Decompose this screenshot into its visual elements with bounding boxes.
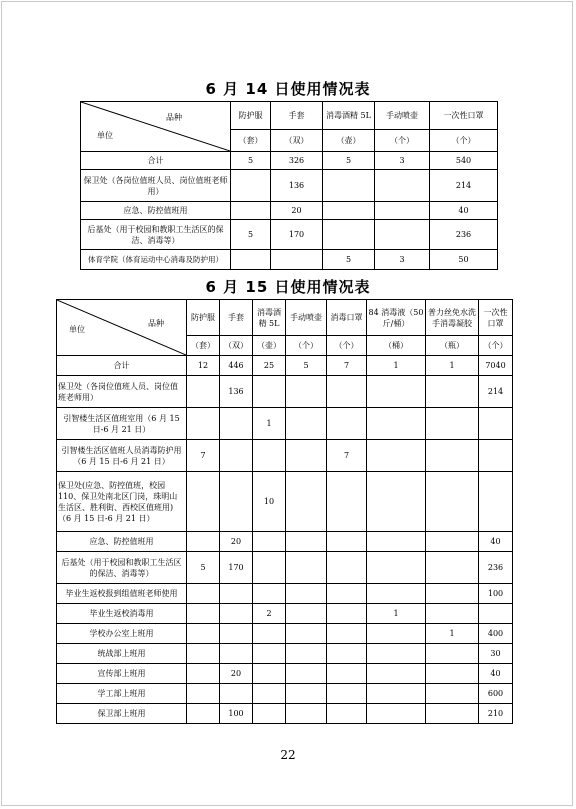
table2-cell: 400 <box>479 624 513 644</box>
table2-cell <box>327 704 367 724</box>
table2-unit: （个） <box>479 336 513 356</box>
table2-unit: （桶） <box>367 336 426 356</box>
table2-cell <box>253 584 286 604</box>
table2-cell <box>426 376 479 408</box>
table2-header: 手套 <box>220 300 253 336</box>
table2-header: 消毒酒精 5L <box>253 300 286 336</box>
table2-header: 84 消毒液（50 斤/桶） <box>367 300 426 336</box>
table2-cell <box>367 704 426 724</box>
table2-cell <box>426 664 479 684</box>
table2-cell <box>220 684 253 704</box>
table2-cell <box>367 684 426 704</box>
table2-cell <box>327 664 367 684</box>
table2-unit: （双） <box>220 336 253 356</box>
table-row <box>81 170 498 202</box>
table2-cell <box>286 440 327 472</box>
table2-cell <box>220 472 253 532</box>
table2-cell <box>327 552 367 584</box>
table2-cell <box>253 552 286 584</box>
table2-cell <box>187 644 220 664</box>
row-label: 保卫处（各岗位值班人员、岗位值班老师用） <box>81 170 231 202</box>
table1-cell: 236 <box>430 220 498 250</box>
table2-cell <box>479 440 513 472</box>
table2-cell: 100 <box>479 584 513 604</box>
row-label: 宣传部上班用 <box>57 664 187 684</box>
table2-cell <box>479 472 513 532</box>
table1-cell <box>231 202 271 220</box>
table-row <box>81 220 498 250</box>
table2-cell <box>253 664 286 684</box>
table2-cell <box>220 584 253 604</box>
table2-cell: 1 <box>426 356 479 376</box>
table1-cell <box>231 170 271 202</box>
row-label: 保卫处（各岗位值班人员、岗位值班老师用） <box>57 376 187 408</box>
table2-cell <box>426 644 479 664</box>
table1-cell: 5 <box>231 152 271 170</box>
row-label: 毕业生返校消毒用 <box>57 604 187 624</box>
table2-header: 防护服 <box>187 300 220 336</box>
row-label: 后基处（用于校园和教职工生活区的保洁、消毒等） <box>57 552 187 584</box>
table1-unit: （个） <box>430 130 498 152</box>
table2-unit: （壶） <box>253 336 286 356</box>
table2-cell <box>187 408 220 440</box>
table1 <box>80 101 498 270</box>
table2-cell <box>426 440 479 472</box>
table-row <box>57 408 513 440</box>
table2-header: 一次性口罩 <box>479 300 513 336</box>
table2-cell: 30 <box>479 644 513 664</box>
table2-cell <box>187 624 220 644</box>
table2-cell <box>426 532 479 552</box>
table2-cell <box>327 376 367 408</box>
table-row <box>81 202 498 220</box>
table2-cell: 1 <box>367 356 426 376</box>
table2-cell <box>367 644 426 664</box>
table2-cell <box>479 408 513 440</box>
table2-unit: （套） <box>187 336 220 356</box>
table2-cell <box>187 584 220 604</box>
table2-cell <box>187 684 220 704</box>
table1-cell: 3 <box>375 152 430 170</box>
table2-cell <box>220 644 253 664</box>
table2-total-row <box>57 356 513 376</box>
table2-cell: 7 <box>187 440 220 472</box>
table2-total-label: 合计 <box>57 356 187 376</box>
table2-cell: 7 <box>327 356 367 376</box>
table2-cell <box>187 376 220 408</box>
table1-cell <box>271 250 323 270</box>
table1-cell: 40 <box>430 202 498 220</box>
table2-cell <box>253 624 286 644</box>
table2-cell <box>327 604 367 624</box>
table2-cell <box>327 584 367 604</box>
table1-header: 消毒酒精 5L <box>323 102 375 130</box>
table2-cell: 7040 <box>479 356 513 376</box>
table1-cell: 5 <box>323 250 375 270</box>
table2-cell <box>327 532 367 552</box>
table2-title: 6 月 15 日使用情况表 <box>205 278 371 296</box>
table2-header: 普力丝免水洗手消毒凝胶 <box>426 300 479 336</box>
table2-cell <box>286 376 327 408</box>
table2-cell: 600 <box>479 684 513 704</box>
table2-cell <box>426 684 479 704</box>
table2-cell <box>327 472 367 532</box>
table1-total-label: 合计 <box>81 152 231 170</box>
table2-cell <box>327 644 367 664</box>
table2-cell: 25 <box>253 356 286 376</box>
table2-cell <box>253 684 286 704</box>
table2-cell: 214 <box>479 376 513 408</box>
table1-cell: 214 <box>430 170 498 202</box>
table2-cell <box>426 408 479 440</box>
table2-cell: 446 <box>220 356 253 376</box>
table2-cell <box>426 584 479 604</box>
table-row <box>57 552 513 584</box>
table2-cell <box>367 440 426 472</box>
table-row <box>57 644 513 664</box>
table1-total-row <box>81 152 498 170</box>
table1-header: 防护服 <box>231 102 271 130</box>
table2-cell: 2 <box>253 604 286 624</box>
table2-cell <box>367 408 426 440</box>
table-row <box>57 664 513 684</box>
table1-cell: 540 <box>430 152 498 170</box>
table1-cell: 50 <box>430 250 498 270</box>
table2-cell <box>367 552 426 584</box>
table2-cell: 40 <box>479 532 513 552</box>
table2-cell: 136 <box>220 376 253 408</box>
table2-header: 消毒口罩 <box>327 300 367 336</box>
table-row <box>57 472 513 532</box>
table2 <box>56 299 513 724</box>
table-row <box>57 684 513 704</box>
table2-corner-cell <box>57 300 187 356</box>
table2-cell <box>327 684 367 704</box>
table2-cell: 5 <box>286 356 327 376</box>
table2-cell <box>187 704 220 724</box>
table2-header: 手动喷壶 <box>286 300 327 336</box>
table1-header: 一次性口罩 <box>430 102 498 130</box>
table1-cell: 20 <box>271 202 323 220</box>
table2-cell <box>327 408 367 440</box>
table-row <box>57 440 513 472</box>
row-label: 引智楼生活区值班人员消毒防护用（6 月 15 日-6 月 21 日） <box>57 440 187 472</box>
table2-cell <box>286 552 327 584</box>
table-row <box>57 584 513 604</box>
table2-cell <box>367 532 426 552</box>
table2-cell <box>426 704 479 724</box>
row-label: 保卫部上班用 <box>57 704 187 724</box>
table1-cell: 170 <box>271 220 323 250</box>
table2-cell: 20 <box>220 664 253 684</box>
table2-cell: 20 <box>220 532 253 552</box>
row-label: 后基处（用于校园和教职工生活区的保洁、消毒等） <box>81 220 231 250</box>
table2-cell <box>426 472 479 532</box>
table2-cell <box>253 440 286 472</box>
table2-cell: 12 <box>187 356 220 376</box>
row-label: 学校办公室上班用 <box>57 624 187 644</box>
row-label: 体育学院（体育运动中心消毒及防护用） <box>81 250 231 270</box>
row-label: 保卫处(应急、防控值班，校园 110、保卫处南北区门岗，珠明山生活区、胜利街、西校区值班用)（6 月 15 日-6 月 21 日） <box>57 472 187 532</box>
table-row <box>57 532 513 552</box>
page-number: 22 <box>280 748 296 762</box>
table2-cell <box>187 604 220 624</box>
table2-cell: 5 <box>187 552 220 584</box>
table2-cell: 7 <box>327 440 367 472</box>
table2-cell: 10 <box>253 472 286 532</box>
table2-unit: （瓶） <box>426 336 479 356</box>
table-row <box>57 376 513 408</box>
table1-cell <box>375 220 430 250</box>
table2-cell <box>220 624 253 644</box>
table2-cell <box>286 532 327 552</box>
table2-cell <box>253 532 286 552</box>
table-row <box>81 250 498 270</box>
row-label: 学工部上班用 <box>57 684 187 704</box>
row-label: 毕业生返校报到组值班老师使用 <box>57 584 187 604</box>
table2-cell <box>367 472 426 532</box>
table2-cell <box>220 604 253 624</box>
table2-cell <box>327 624 367 644</box>
table2-cell: 236 <box>479 552 513 584</box>
table1-cell: 3 <box>375 250 430 270</box>
table1-cell: 5 <box>323 152 375 170</box>
table1-header: 手动喷壶 <box>375 102 430 130</box>
table1-unit: （套） <box>231 130 271 152</box>
table2-cell <box>367 584 426 604</box>
table1-corner-cell <box>81 102 231 152</box>
table2-cell <box>286 604 327 624</box>
table2-cell <box>426 604 479 624</box>
table2-corner-bottom: 单位 <box>69 325 85 334</box>
table-row <box>57 604 513 624</box>
table1-cell <box>323 202 375 220</box>
table2-cell <box>286 472 327 532</box>
table2-cell: 1 <box>426 624 479 644</box>
table2-cell <box>253 704 286 724</box>
table2-corner-top: 品种 <box>148 319 164 328</box>
row-label: 统战部上班用 <box>57 644 187 664</box>
table1-cell <box>323 220 375 250</box>
table1-cell <box>375 170 430 202</box>
table2-cell <box>187 532 220 552</box>
table1-title: 6 月 14 日使用情况表 <box>205 80 371 98</box>
table2-cell: 210 <box>479 704 513 724</box>
table2-unit: （个） <box>286 336 327 356</box>
table2-cell <box>367 664 426 684</box>
table2-cell <box>187 472 220 532</box>
table-row <box>57 624 513 644</box>
row-label: 应急、防控值班用 <box>81 202 231 220</box>
table2-cell: 40 <box>479 664 513 684</box>
table2-cell <box>220 408 253 440</box>
table2-cell <box>286 704 327 724</box>
table1-header: 手套 <box>271 102 323 130</box>
table2-cell <box>220 440 253 472</box>
table-row <box>57 704 513 724</box>
table2-cell <box>286 408 327 440</box>
table2-cell: 1 <box>253 408 286 440</box>
table2-cell <box>367 376 426 408</box>
table1-corner-bottom: 单位 <box>97 131 113 140</box>
table2-cell: 170 <box>220 552 253 584</box>
table1-cell <box>375 202 430 220</box>
row-label: 引智楼生活区值班室用（6 月 15 日-6 月 21 日） <box>57 408 187 440</box>
table1-cell: 136 <box>271 170 323 202</box>
table2-cell <box>253 644 286 664</box>
table1-unit: （个） <box>375 130 430 152</box>
table2-cell <box>286 584 327 604</box>
table1-unit: （壶） <box>323 130 375 152</box>
table2-unit: （个） <box>327 336 367 356</box>
table2-cell <box>253 376 286 408</box>
table1-cell <box>231 250 271 270</box>
table2-cell: 100 <box>220 704 253 724</box>
row-label: 应急、防控值班用 <box>57 532 187 552</box>
table2-cell <box>426 552 479 584</box>
table2-cell <box>286 644 327 664</box>
table2-cell <box>479 604 513 624</box>
table1-cell: 326 <box>271 152 323 170</box>
table2-cell <box>286 624 327 644</box>
table2-cell <box>187 664 220 684</box>
table2-cell: 1 <box>367 604 426 624</box>
table1-cell: 5 <box>231 220 271 250</box>
table2-cell <box>286 664 327 684</box>
table1-cell <box>323 170 375 202</box>
table1-corner-top: 品种 <box>166 113 182 122</box>
table2-cell <box>286 684 327 704</box>
table1-unit: （双） <box>271 130 323 152</box>
table2-cell <box>367 624 426 644</box>
